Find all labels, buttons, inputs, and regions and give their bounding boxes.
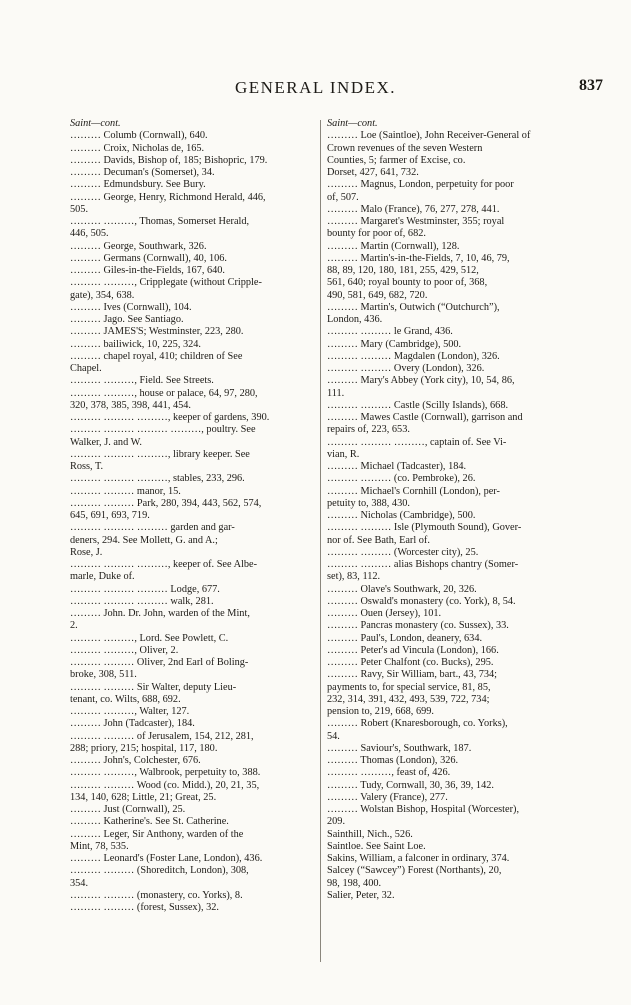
index-line: ……… ………, house or palace, 64, 97, 280,	[70, 387, 258, 399]
index-line: ……… Robert (Knaresborough, co. Yorks),	[327, 718, 508, 730]
index-line: ……… Just (Cornwall), 25.	[70, 804, 186, 815]
index-line: ……… Mary's Abbey (York city), 10, 54, 86,	[327, 375, 515, 387]
index-line: ……… Paul's, London, deanery, 634.	[327, 632, 483, 644]
index-line: ……… Leger, Sir Anthony, warden of the	[70, 828, 244, 840]
index-line: ……… Ouen (Jersey), 101.	[327, 608, 442, 619]
index-line: ……… John (Tadcaster), 184.	[70, 718, 195, 730]
index-line: tenant, co. Wilts, 688, 692.	[70, 693, 181, 705]
index-line: Saintloe. See Saint Loe.	[327, 840, 426, 852]
index-line: 490, 581, 649, 682, 720.	[327, 289, 428, 301]
index-line: 2.	[70, 620, 78, 632]
index-line: 505.	[70, 203, 89, 215]
index-line: ……… Peter's ad Vincula (London), 166.	[327, 644, 499, 656]
index-line: ……… chapel royal, 410; children of See	[70, 350, 243, 362]
index-line: set), 83, 112.	[327, 571, 381, 583]
index-line: ……… ………, Lord. See Powlett, C.	[70, 632, 229, 644]
index-line: ……… Decuman's (Somerset), 34.	[70, 167, 215, 178]
index-line: Sainthill, Nich., 526.	[327, 828, 413, 840]
index-line: Ross, T.	[70, 461, 104, 472]
index-line: bounty for poor of, 682.	[327, 228, 426, 240]
index-line: 232, 314, 391, 432, 493, 539, 722, 734;	[327, 693, 490, 705]
index-line: ……… ………, Thomas, Somerset Herald,	[70, 216, 250, 227]
index-line: ……… ……… (co. Pembroke), 26.	[327, 473, 476, 485]
index-line: ……… ……… Castle (Scilly Islands), 668.	[327, 399, 509, 411]
index-line: ……… Martin's, Outwich (“Outchurch”),	[327, 301, 500, 313]
index-line: Sakins, William, a falconer in ordinary, 374.	[327, 853, 510, 864]
index-line: ……… ……… ……… ………, poultry. See	[70, 424, 256, 436]
index-line: ……… ……… ………, keeper of gardens, 390.	[70, 412, 270, 423]
index-line: ……… Malo (France), 76, 277, 278, 441.	[327, 203, 500, 215]
index-line: broke, 308, 511.	[70, 669, 137, 681]
index-line: ……… Katherine's. See St. Catherine.	[70, 816, 229, 828]
index-line: 54.	[327, 730, 340, 742]
index-line: Salcey (“Sawcey”) Forest (Northants), 20,	[327, 865, 502, 877]
index-line: 446, 505.	[70, 228, 109, 240]
index-line: ……… Leonard's (Foster Lane, London), 436.	[70, 853, 263, 864]
index-line: deners, 294. See Mollett, G. and A.;	[70, 534, 218, 546]
index-line: Mint, 78, 535.	[70, 840, 129, 852]
index-line: Counties, 5; farmer of Excise, co.	[327, 154, 466, 166]
index-line: Chapel.	[70, 363, 102, 374]
index-line: payments to, for special service, 81, 85,	[327, 681, 491, 693]
index-line: ……… Ravy, Sir William, bart., 43, 734;	[327, 669, 498, 681]
index-line: ……… ………, Cripplegate (without Cripple-	[70, 277, 262, 289]
index-line: ……… Michael (Tadcaster), 184.	[327, 461, 467, 472]
index-line: ……… ……… Isle (Plymouth Sound), Gover-	[327, 522, 522, 534]
index-line: gate), 354, 638.	[70, 289, 135, 301]
index-line: ……… Margaret's Westminster, 355; royal	[327, 216, 505, 227]
index-line: Saint—cont.	[70, 118, 121, 129]
index-line: ……… ………, feast of, 426.	[327, 767, 451, 779]
index-line: petuity to, 388, 430.	[327, 497, 410, 509]
index-line: ……… Wolstan Bishop, Hospital (Worcester),	[327, 804, 520, 815]
index-line: ……… ……… manor, 15.	[70, 485, 181, 497]
index-line: ……… ……… (forest, Sussex), 32.	[70, 902, 220, 913]
index-line: repairs of, 223, 653.	[327, 424, 410, 436]
index-line: ……… ………, Field. See Streets.	[70, 375, 214, 387]
index-line: ……… ……… Sir Walter, deputy Lieu-	[70, 681, 237, 693]
left-index-column	[70, 118, 315, 914]
index-line: ……… Tudy, Cornwall, 30, 36, 39, 142.	[327, 779, 494, 791]
index-line: ……… bailiwick, 10, 225, 324.	[70, 338, 201, 350]
index-line: ……… ……… Overy (London), 326.	[327, 363, 485, 374]
index-line: ……… John. Dr. John, warden of the Mint,	[70, 608, 250, 619]
right-index-column	[327, 118, 579, 902]
index-line: ……… Columb (Cornwall), 640.	[70, 130, 208, 142]
index-line: ……… George, Henry, Richmond Herald, 446,	[70, 191, 266, 203]
index-line: ……… ……… alias Bishops chantry (Somer-	[327, 559, 519, 570]
index-line: ……… Saviour's, Southwark, 187.	[327, 742, 472, 754]
index-line: nor of. See Bath, Earl of.	[327, 534, 430, 546]
index-line: ……… Davids, Bishop of, 185; Bishopric, 179.	[70, 154, 268, 166]
index-line: ……… Magnus, London, perpetuity for poor	[327, 179, 514, 191]
index-line: ……… Mary (Cambridge), 500.	[327, 338, 462, 350]
index-line: ……… ……… ………, library keeper. See	[70, 448, 250, 460]
index-line: ……… ……… of Jerusalem, 154, 212, 281,	[70, 730, 254, 742]
index-line: ……… ……… (monastery, co. Yorks), 8.	[70, 889, 243, 901]
index-line: ……… ……… ………, stables, 233, 296.	[70, 473, 245, 485]
index-line: Salier, Peter, 32.	[327, 889, 395, 901]
index-line: ……… ……… ……… Lodge, 677.	[70, 583, 220, 595]
page-number: 837	[579, 77, 603, 94]
index-line: Crown revenues of the seven Western	[327, 142, 483, 154]
index-line: ……… ………, Walter, 127.	[70, 706, 190, 717]
index-line: 354.	[70, 877, 89, 889]
index-line: Rose, J.	[70, 546, 103, 558]
index-line: 98, 198, 400.	[327, 877, 382, 889]
index-line: ……… ……… (Shoreditch, London), 308,	[70, 865, 249, 877]
index-line: 134, 140, 628; Little, 21; Great, 25.	[70, 791, 217, 803]
index-line: London, 436.	[327, 314, 383, 325]
index-line: ……… Mawes Castle (Cornwall), garrison and	[327, 412, 523, 423]
index-line: ……… Germans (Cornwall), 40, 106.	[70, 252, 228, 264]
index-line: ……… ……… ………, captain of. See Vi-	[327, 436, 507, 448]
index-line: ……… ……… Oliver, 2nd Earl of Boling-	[70, 657, 249, 668]
index-line: 209.	[327, 816, 346, 828]
index-line: ……… Pancras monastery (co. Sussex), 33.	[327, 620, 509, 632]
index-line: ……… Martin's-in-the-Fields, 7, 10, 46, 79,	[327, 252, 510, 264]
index-line: ……… John's, Colchester, 676.	[70, 755, 201, 766]
page-title: GENERAL INDEX.	[234, 78, 397, 97]
column-divider	[320, 120, 321, 962]
index-line: ……… ……… le Grand, 436.	[327, 326, 453, 338]
index-line: ……… Michael's Cornhill (London), per-	[327, 485, 500, 497]
index-line: ……… ……… ……… walk, 281.	[70, 595, 214, 607]
index-line: Saint—cont.	[327, 118, 378, 129]
index-line: Dorset, 427, 641, 732.	[327, 167, 419, 178]
index-line: 561, 640; royal bounty to poor of, 368,	[327, 277, 488, 289]
index-line: ……… Oswald's monastery (co. York), 8, 54.	[327, 595, 516, 607]
index-line: ……… Croix, Nicholas de, 165.	[70, 142, 205, 154]
index-line: ……… Thomas (London), 326.	[327, 755, 459, 766]
index-line: ……… Valery (France), 277.	[327, 791, 448, 803]
index-line: ……… Loe (Saintloe), John Receiver-General of	[327, 130, 531, 142]
index-line: ……… ……… Park, 280, 394, 443, 562, 574,	[70, 497, 262, 509]
index-line: ……… Jago. See Santiago.	[70, 314, 184, 325]
index-line: marle, Duke of.	[70, 571, 135, 583]
index-line: ……… JAMES'S; Westminster, 223, 280.	[70, 326, 244, 338]
index-line: ……… Giles-in-the-Fields, 167, 640.	[70, 265, 226, 276]
index-line: ……… George, Southwark, 326.	[70, 240, 207, 252]
index-line: vian, R.	[327, 448, 360, 460]
index-line: ……… ………, Oliver, 2.	[70, 644, 179, 656]
index-line: ……… ……… Wood (co. Midd.), 20, 21, 35,	[70, 779, 260, 791]
index-line: ……… Peter Chalfont (co. Bucks), 295.	[327, 657, 494, 668]
index-line: Walker, J. and W.	[70, 436, 142, 448]
index-line: ……… Olave's Southwark, 20, 326.	[327, 583, 477, 595]
index-line: ……… Edmundsbury. See Bury.	[70, 179, 206, 191]
index-line: 111.	[327, 387, 345, 399]
index-line: ……… ……… ……… garden and gar-	[70, 522, 235, 534]
index-line: 88, 89, 120, 180, 181, 255, 429, 512,	[327, 265, 479, 276]
index-line: 288; priory, 215; hospital, 117, 180.	[70, 742, 218, 754]
index-line: ……… Martin (Cornwall), 128.	[327, 240, 460, 252]
index-line: ……… Nicholas (Cambridge), 500.	[327, 510, 476, 521]
page-header	[0, 0, 631, 97]
index-line: of, 507.	[327, 191, 359, 203]
index-line: ……… Ives (Cornwall), 104.	[70, 301, 192, 313]
index-line: pension to, 219, 668, 699.	[327, 706, 434, 717]
index-line: ……… ……… Magdalen (London), 326.	[327, 350, 500, 362]
index-line: ……… ………, Walbrook, perpetuity to, 388.	[70, 767, 261, 779]
index-line: 320, 378, 385, 398, 441, 454.	[70, 399, 191, 411]
index-line: ……… ……… ………, keeper of. See Albe-	[70, 559, 258, 570]
index-line: ……… ……… (Worcester city), 25.	[327, 546, 479, 558]
index-line: 645, 691, 693, 719.	[70, 510, 150, 521]
